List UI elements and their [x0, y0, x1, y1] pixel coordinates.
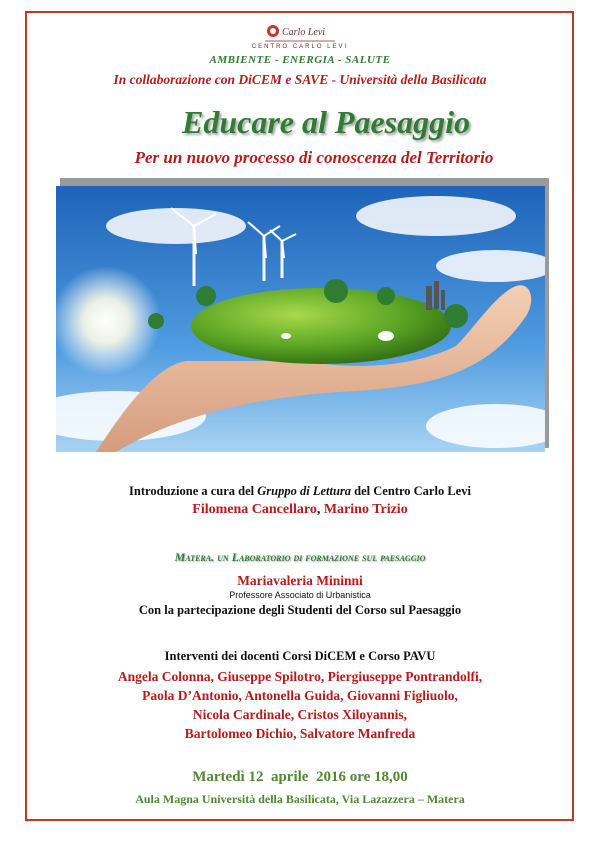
speaker-role: Professore Associato di Urbanistica	[229, 590, 371, 600]
intro-line	[0, 484, 600, 499]
interventions-names	[0, 667, 600, 743]
event-venue: Aula Magna Università della Basilicata, Via Lazazzera – Matera	[135, 792, 465, 806]
intro-names	[0, 502, 600, 518]
names-line-4: Bartolomeo Dichio, Salvatore Manfreda	[184, 726, 416, 741]
session-title: Matera. un Laboratorio di formazione sul paesaggio	[174, 550, 426, 564]
page-title: Educare al Paesaggio	[182, 104, 470, 140]
names-line-1: Angela Colonna, Giuseppe Spilotro, Piergiuseppe Pontrandolfi,	[117, 669, 483, 684]
intro-separator: ,	[316, 502, 324, 517]
intro-group: Gruppo di Lettura	[257, 484, 352, 498]
participation-line: Con la partecipazione degli Studenti del Corso sul Paesaggio	[138, 603, 462, 617]
themes-line: AMBIENTE - ENERGIA - SALUTE	[209, 54, 391, 66]
tagline: Per un nuovo processo di conoscenza del Territorio	[134, 148, 494, 167]
interventions-heading: Interventi dei docenti Corsi DiCEM e Corso PAVU	[164, 649, 436, 663]
svg-text:Carlo Levi: Carlo Levi	[282, 27, 326, 38]
collaboration-line: In collaborazione con DiCEM e SAVE - Università della Basilicata	[113, 72, 487, 87]
hand-earth-photo	[56, 186, 545, 452]
intro-name-2: Marino Trizio	[323, 502, 408, 517]
intro-name-1: Filomena Cancellaro	[192, 502, 317, 517]
logo-subtext: CENTRO CARLO LEVI	[251, 44, 349, 50]
centro-carlo-levi-logo	[263, 22, 337, 44]
intro-suffix: del Centro Carlo Levi	[351, 484, 471, 498]
speaker-name: Mariavaleria Mininni	[237, 573, 363, 588]
names-line-3: Nicola Cardinale, Cristos Xiloyannis,	[192, 707, 408, 722]
intro-prefix: Introduzione a cura del	[129, 484, 258, 498]
names-line-2: Paola D’Antonio, Antonella Guida, Giovanni Figliuolo,	[142, 688, 458, 703]
event-date: Martedì 12 aprile 2016 ore 18,00	[192, 769, 408, 785]
